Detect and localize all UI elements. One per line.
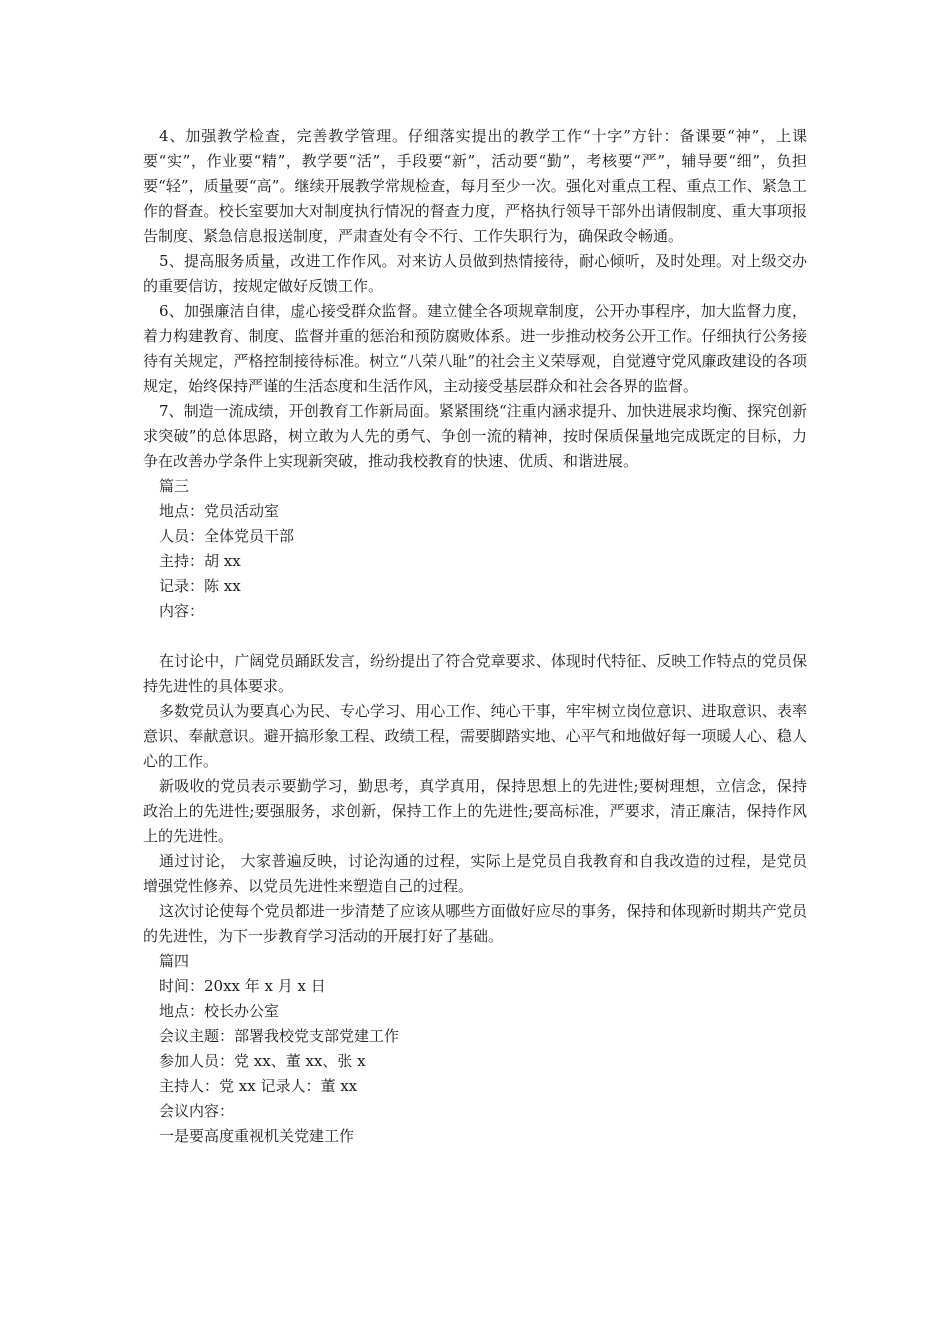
section-heading-4: 篇四 (159, 952, 190, 970)
meeting-item-1: 一是要高度重视机关党建工作 (159, 1127, 355, 1145)
meeting-location: 地点：校长办公室 (159, 1002, 280, 1020)
discussion-paragraph-3: 新吸收的党员表示要勤学习，勤思考，真学真用，保持思想上的先进性;要树理想，立信念，保持政治上的先进性;要强服务，求创新，保持工作上的先进性;要高标准，严要求，清正廉洁，保持作风上的先进性。 (143, 777, 807, 845)
meeting-place: 地点：党员活动室 (159, 502, 280, 520)
discussion-paragraph-5: 这次讨论使每个党员都进一步清楚了应该从哪些方面做好应尽的事务，保持和体现新时期共产党员的先进性，为下一步教育学习活动的开展打好了基础。 (143, 902, 807, 945)
section-heading-3: 篇三 (159, 477, 190, 495)
content-label: 内容： (159, 602, 205, 620)
meeting-topic: 会议主题：部署我校党支部党建工作 (159, 1027, 400, 1045)
meeting-time: 时间：20xx 年 x 月 x 日 (159, 977, 326, 995)
discussion-paragraph-4: 通过讨论， 大家普遍反映，讨论沟通的过程，实际上是党员自我教育和自我改造的过程，是党员增强党性修养、以党员先进性来塑造自己的过程。 (143, 852, 807, 895)
paragraph-item-4: 4、加强教学检查，完善教学管理。仔细落实提出的教学工作“十字”方针：备课要“神”，上课要“实”，作业要“精”，教学要“活”，手段要“新”，活动要“勤”，考核要“严”，辅导要“细”，负担要“轻”，质量要“高”。继续开展教学常规检查，每月至少一次。强化对重点工程、重点工作、紧急工作的督查。校长室要加大对制度执行情况的督查力度，严格执行领导干部外出请假制度、重大事项报告制度、紧急信息报送制度，严肃查处有令不行、工作失职行为，确保政令畅通。 (143, 127, 807, 245)
discussion-paragraph-1: 在讨论中，广阔党员踊跃发言，纷纷提出了符合党章要求、体现时代特征、反映工作特点的党员保持先进性的具体要求。 (143, 652, 807, 695)
paragraph-item-6: 6、加强廉洁自律，虚心接受群众监督。建立健全各项规章制度，公开办事程序，加大监督力度，着力构建教育、制度、监督并重的惩治和预防腐败体系。进一步推动校务公开工作。仔细执行公务接待有关规定，严格控制接待标准。树立“八荣八耻”的社会主义荣辱观，自觉遵守党风廉政建设的各项规定，始终保持严谨的生活态度和生活作风，主动接受基层群众和社会各界的监督。 (143, 302, 807, 395)
meeting-attendees: 参加人员：党 xx、董 xx、张 x (159, 1052, 366, 1070)
paragraph-item-5: 5、提高服务质量，改进工作作风。对来访人员做到热情接待，耐心倾听，及时处理。对上级交办的重要信访，按规定做好反馈工作。 (143, 252, 807, 295)
blank-line (143, 624, 807, 649)
document-page (143, 124, 807, 1149)
discussion-paragraph-2: 多数党员认为要真心为民、专心学习、用心工作、纯心干事，牢牢树立岗位意识、进取意识、表率意识、奉献意识。避开搞形象工程、政绩工程，需要脚踏实地、心平气和地做好每一项暖人心、稳人心的工作。 (143, 702, 807, 770)
meeting-people: 人员：全体党员干部 (159, 527, 295, 545)
meeting-content-label: 会议内容： (159, 1102, 235, 1120)
meeting-host-recorder: 主持人：党 xx 记录人：董 xx (159, 1077, 358, 1095)
meeting-recorder: 记录：陈 xx (159, 577, 241, 595)
paragraph-item-7: 7、制造一流成绩，开创教育工作新局面。紧紧围绕“注重内涵求提升、加快进展求均衡、探究创新求突破”的总体思路，树立敢为人先的勇气、争创一流的精神，按时保质保量地完成既定的目标，力争在改善办学条件上实现新突破，推动我校教育的快速、优质、和谐进展。 (143, 402, 807, 470)
meeting-host: 主持：胡 xx (159, 552, 241, 570)
